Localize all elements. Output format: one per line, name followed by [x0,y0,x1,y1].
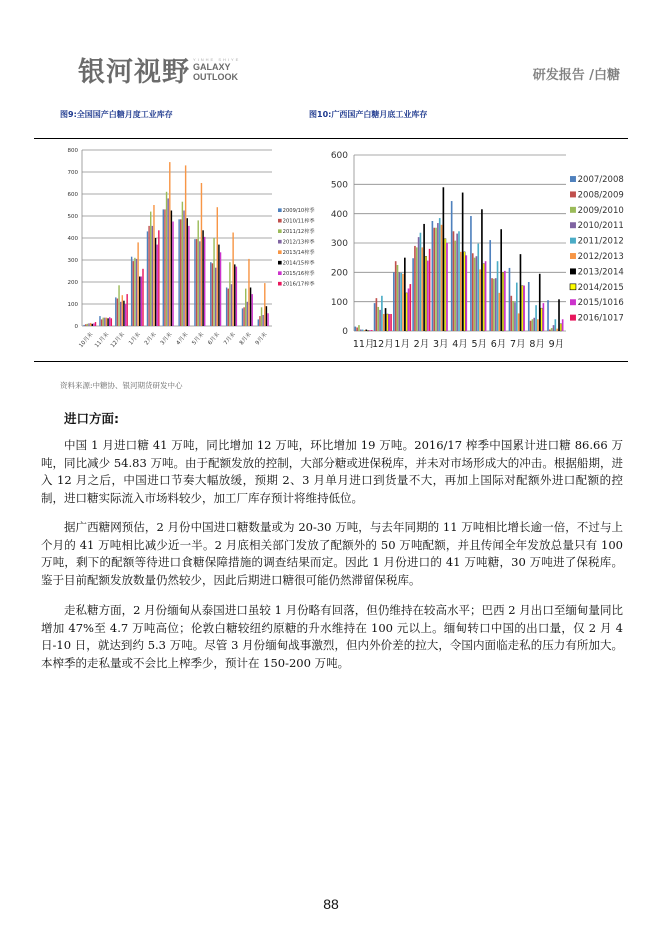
y-tick-label: 0 [74,323,78,330]
figure-10-title: 图10:广西国产白糖月底工业库存 [309,110,428,119]
bar [414,246,416,331]
bar [141,277,142,327]
bar [142,269,143,326]
paragraph-smuggling: 走私糖方面，2 月份缅甸从泰国进口虽较 1 月份略有回落，但仍维持在较高水平；巴西 2 月出口至缅甸量同比增加 47%至 4.7 万吨高位；伦敦白糖较纽约原糖的升水维持在 100 元以上。缅甸转口中国的出口量，仅 2 月 4 日-10 日，就达到约 5.3 万吨。尽管 3 月份缅甸战事激烈，但内外价差的拉大，令国内面临走私的压力有所加大。本榨季的走私量或不会比上榨季少，预计在 150-200 万吨。 [41,603,623,670]
figure-9-title: 图9:全国国产白糖月度工业库存 [60,110,173,119]
bar [451,201,453,331]
y-tick-label: 500 [67,213,78,220]
bar [213,238,214,326]
bar [92,324,93,326]
y-tick-label: 500 [330,180,348,191]
legend-swatch [278,250,282,254]
bar [530,321,532,331]
x-tick-label: 11月末 [94,331,111,350]
bar [264,283,265,326]
legend-label: 2010/11榨季 [282,218,315,225]
legend-swatch [278,240,282,244]
paragraph-import-overview: 中国 1 月进口糖 41 万吨，同比增加 12 万吨，环比增加 19 万吨。2016/17 榨季中国累计进口糖 86.66 万吨，同比减少 54.83 万吨。由于配额发放的控制，大部分糖或进保税库，并未对市场形成大的冲击。根据船期，进入 12 月之后，中国进口节奏大幅放缓，预期 2、3 月单月进口到货量不大，再加上国际对配额外进口配额的控制，进口糖实际流入市场料较少，加工厂库存预计将维持低位。 [41,438,623,505]
legend-label: 2013/14榨季 [282,250,315,256]
bar [83,325,84,326]
bar [549,330,551,331]
x-tick-label: 8月末 [238,331,253,347]
bar [562,319,564,331]
bar [101,319,102,326]
bar [406,293,408,331]
bar [104,318,105,326]
bar [196,239,197,326]
x-tick-label: 10月末 [78,331,95,350]
bar [150,212,151,326]
legend-swatch [570,253,576,259]
bar [266,306,267,326]
x-tick-label: 3月 [432,339,449,350]
bar [123,301,124,326]
bar [182,202,183,326]
bar [539,274,541,331]
legend-label: 2014/2015 [577,282,624,293]
bar [435,228,437,331]
bar [245,289,246,326]
bar [408,288,410,331]
x-tick-label: 4月 [452,339,468,350]
bar [354,327,356,331]
legend-label: 2011/12榨季 [282,229,315,235]
bar [188,226,189,326]
x-tick-label: 11月 [352,339,375,350]
bar [201,183,202,326]
bar [425,256,427,331]
figure-bottom-rule [34,361,628,362]
bar [523,286,525,331]
bar [365,330,367,331]
legend-label: 2012/2013 [577,252,624,262]
legend-swatch [570,222,576,228]
bar [109,317,110,326]
bar [499,293,501,331]
bar [547,300,549,331]
bar [464,252,466,331]
legend-swatch [570,207,576,213]
bar [251,294,252,326]
bar [481,209,483,331]
bar [495,278,497,331]
legend-label: 2016/1017 [577,313,624,324]
y-tick-label: 600 [330,151,348,162]
bar [231,284,232,326]
bar [402,274,404,331]
bar [462,193,464,331]
bar [364,330,366,331]
bar [356,327,358,331]
bar [485,261,487,331]
bar [399,272,401,331]
bar [558,299,560,331]
x-tick-label: 2月末 [143,331,158,347]
bar [383,314,385,331]
legend-swatch [570,268,576,274]
bar [443,187,445,331]
logo-outlook: OUTLOOK [193,72,238,82]
legend-swatch [570,315,576,321]
x-tick-label: 6月 [490,339,507,350]
legend-label: 2009/2010 [577,205,624,216]
bar [444,239,446,331]
x-tick-label: 7月 [510,339,526,350]
bar [90,323,91,326]
bar [167,198,168,326]
legend-label: 2008/2009 [577,190,624,201]
chart-national-inventory [60,142,315,360]
bar [172,222,173,327]
bar [210,262,211,326]
bar [432,221,434,331]
bar [120,302,121,326]
bar [163,209,164,326]
bar [474,258,476,331]
bar [532,319,534,331]
bar [439,218,441,331]
bar [194,239,195,326]
legend-swatch [278,208,282,212]
bar [416,247,418,331]
y-tick-label: 100 [67,301,78,308]
bar [458,231,460,331]
bar [385,308,387,331]
bar [512,301,514,331]
bar [137,242,138,326]
bar [520,254,522,331]
bar [518,313,520,331]
bar [88,323,89,326]
legend-swatch [570,284,576,290]
y-tick-label: 600 [67,191,78,198]
logo-tiny-text: YINHE SHIYE [193,57,241,62]
bar [199,241,200,326]
legend-swatch [570,238,576,244]
bar [107,318,108,326]
bar [553,325,555,331]
bar [429,249,431,331]
y-tick-label: 300 [330,239,348,250]
bar [125,304,126,326]
bar [226,288,227,327]
bar [248,259,249,326]
bar [465,255,467,331]
bar [87,324,88,326]
bar [204,237,205,326]
bar [427,261,429,331]
bar [410,284,412,331]
bar [171,211,172,327]
bar [360,330,362,331]
x-tick-label: 6月末 [207,331,222,347]
legend-label: 2015/16榨季 [282,271,315,277]
bar [147,231,148,326]
bar [267,313,268,326]
y-tick-label: 200 [67,279,78,286]
bar [397,265,399,331]
legend-label: 2013/2014 [577,267,624,278]
y-tick-label: 300 [67,257,78,264]
x-tick-label: 1月末 [128,331,142,347]
legend-label: 2009/10榨季 [282,208,315,214]
bar [106,318,107,326]
y-tick-label: 700 [67,169,78,176]
legend-swatch [570,176,576,182]
bar [404,258,406,331]
bar [180,219,181,326]
bar [521,286,523,331]
x-tick-label: 9月末 [254,331,269,347]
chart-guangxi-inventory [322,142,632,360]
bar [358,325,360,331]
bar [374,303,376,331]
bar [117,299,118,327]
bar [198,220,199,326]
report-category: 研发报告 /白糖 [532,68,620,83]
bar [437,223,439,331]
bar [420,233,422,331]
bar [228,289,229,326]
bar [377,307,379,331]
bar [215,268,216,326]
bar [556,329,558,331]
bar [258,319,259,326]
bar [395,261,397,331]
x-tick-label: 9月 [548,339,565,350]
legend-swatch [278,219,282,223]
legend-label: 2010/2011 [577,221,624,232]
bar [476,256,478,331]
bar [502,272,504,331]
y-tick-label: 100 [330,297,348,308]
bar [242,308,243,326]
bar [183,211,184,327]
bar [164,209,165,326]
section-title: 进口方面: [64,411,119,426]
bar [489,240,491,331]
bar [381,296,383,331]
bar [470,216,472,331]
bar [412,258,414,331]
bar [418,237,420,331]
legend-label: 2011/2012 [577,236,624,247]
bar [250,288,251,327]
bar [243,307,244,326]
bar [156,245,157,326]
bar [136,259,137,326]
bar [232,233,233,327]
bar [93,323,94,326]
bar [441,225,443,331]
bar [118,285,119,326]
bar [111,318,112,326]
bar [259,316,260,326]
bar [99,316,100,326]
bar [236,267,237,326]
bar [212,263,213,326]
bar [477,244,479,331]
bar [367,330,369,331]
bar [220,252,221,326]
legend-label: 2012/13榨季 [282,239,315,246]
bar [551,328,553,331]
logo-english-text [193,57,240,82]
x-tick-label: 12月末 [109,331,127,350]
bar [509,268,511,331]
galaxy-outlook-logo [78,50,240,89]
bar [421,247,423,331]
bar [362,330,364,331]
bar [234,264,235,326]
bar [388,314,390,331]
x-tick-label: 2月 [413,339,430,350]
bar [528,282,530,331]
x-tick-label: 12月 [372,339,394,350]
figure-source: 资料来源:中糖协、银河期货研发中心 [60,381,183,390]
y-tick-label: 200 [330,268,348,279]
y-tick-label: 800 [67,147,78,154]
bar [387,314,389,331]
x-tick-label: 8月 [529,339,545,350]
bar [555,319,557,331]
bar [483,264,485,331]
legend-swatch [570,299,576,305]
bar [369,330,371,331]
bar [158,230,159,326]
legend-swatch [278,229,282,233]
bar [229,262,230,326]
bar [376,298,378,331]
bar [533,318,535,331]
page-number: 88 [323,896,339,912]
bar [510,296,512,331]
legend-swatch [570,191,576,197]
legend-swatch [278,261,282,265]
y-tick-label: 400 [67,235,78,242]
x-tick-label: 4月末 [175,331,190,347]
legend-label: 2014/15榨季 [282,260,315,267]
bar [187,218,188,326]
bar [472,253,474,331]
bar [560,324,562,331]
bar [148,226,149,326]
bar [217,207,218,326]
bar [85,324,86,326]
bar [122,295,123,326]
bar [131,257,132,326]
bar [379,310,381,331]
logo-galaxy: GALAXY [193,62,231,72]
bar [103,318,104,326]
bar [497,261,499,331]
paragraph-import-forecast: 据广西糖网预估，2 月份中国进口糖数量或为 20-30 万吨，与去年同期的 11 万吨相比增长逾一倍，不过与上个月的 41 万吨相比减少近一半。2 月底相关部门发放了配额外的 50 万吨配额，并且传闻全年发放总量只有 100 万吨，剩下的配额等待进口食糖保障措施的调查结果而定。因此 1 月份进口的 41 万吨糖，30 万吨进了保税库。鉴于目前配额发放数量仍然较少，因此后期进口糖很可能仍然滞留保税库。 [41,520,623,587]
bar [178,219,179,326]
bar [423,224,425,331]
bar [493,279,495,331]
bar [479,269,481,331]
bar [134,258,135,326]
bar [390,314,392,331]
x-tick-label: 3月末 [159,331,174,347]
bar [460,252,462,331]
bar [95,322,96,326]
bar [514,302,516,331]
bar [393,272,395,331]
figure-top-rule [34,138,628,139]
bar [537,319,539,331]
bar [169,162,170,326]
bar [535,305,537,331]
x-tick-label: 5月末 [191,331,206,347]
bar [153,205,154,326]
bar [152,226,153,326]
bar [262,315,263,326]
bar [133,261,134,326]
bar [433,228,435,331]
bar [247,302,248,326]
bar [455,241,457,331]
logo-chinese-text: 银河视野 [78,57,190,88]
bar [400,273,402,331]
x-tick-label: 7月末 [223,331,237,347]
bar [218,245,219,326]
x-tick-label: 1月 [394,339,410,350]
bar [185,165,186,326]
bar [261,307,262,326]
bar [456,234,458,331]
bar [166,192,167,326]
bar [453,231,455,331]
bar [491,278,493,331]
legend-swatch [278,271,282,275]
bar [504,271,506,331]
legend-label: 2007/2008 [577,175,624,185]
bar [446,243,448,331]
page-header [0,0,662,95]
bar [500,229,502,331]
bar [139,277,140,327]
bar [155,238,156,326]
bar [126,294,127,326]
bar [543,303,545,331]
legend-swatch [278,282,282,286]
bar [115,297,116,326]
bar [516,283,518,331]
bar [371,330,373,331]
legend-label: 2016/17榨季 [282,281,315,288]
legend-label: 2015/1016 [577,298,624,309]
x-tick-label: 5月 [471,339,488,350]
y-tick-label: 0 [342,327,348,338]
bar [541,308,543,331]
bar [202,230,203,326]
y-tick-label: 400 [330,209,348,220]
